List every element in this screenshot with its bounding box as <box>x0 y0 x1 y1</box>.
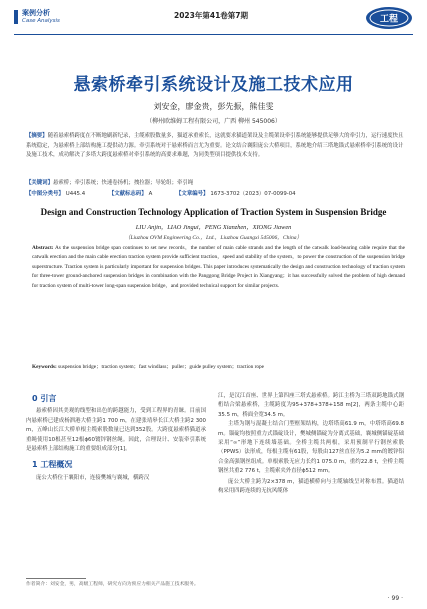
page-number: · 99 · <box>387 595 403 602</box>
authors-cn: 刘安金，廖金贵，彭先振，熊佳雯 <box>153 102 274 111</box>
overview-paragraph: 庞公大桥位于襄阳市，连接樊城与襄城，横跨汉 <box>36 474 150 481</box>
keywords-en <box>32 362 405 370</box>
doc-code-label: 【文献标志码】 <box>108 191 147 197</box>
classification-row <box>26 189 405 197</box>
journal-logo <box>365 6 413 30</box>
issue-info: 2023年第41卷第7期 <box>174 11 249 20</box>
right-paragraph-2: 主塔为钢与混凝土结合门型框架结构，边塔塔高61.9 m，中塔塔高69.8 m。锚碇均按照重力式锚碇设计，樊城侧锚碇为分离式基础，襄城侧锚碇基础采用“∞”形地下连续墙基础。全桥主缆共两根，采用预制平行钢丝索股（PPWS）法形成，每根主缆有61股，每股由127丝直径为5.2 mm的镀锌铝合金高强钢丝组成。单根索股无应力长约1 075.0 m，重约22.8 t，全桥主缆钢丝共重2 776 t，主缆索夹外直径ϕ512 mm。 <box>218 421 404 475</box>
keywords-en-label: Keywords: <box>32 364 57 370</box>
abstract-en <box>32 244 405 291</box>
author-footnote: 作者简介：刘安金，男，高级工程师，研究方向为预应力相关产品施工技术服务。 <box>26 582 199 587</box>
footnote-rule <box>26 578 86 579</box>
abstract-cn-label: 【摘要】 <box>26 133 48 139</box>
page-header <box>14 6 413 36</box>
right-paragraph-1: 江，是汉江首座、世界上第四座三塔式悬索桥。跨江主桥为三塔双跨地锚式钢桁结合梁悬索桥，主缆跨度为95+378+378+158 m[2]，两条主缆中心距35.5 m，桥面全宽34.5 m。 <box>218 393 404 418</box>
abstract-en-label: Abstract: <box>32 245 54 251</box>
abstract-cn-text: 随着悬索桥跨度在不断地刷新纪录，主缆索股数量多，猫道承重索长，这就要求猫道架设及主缆架设牵引系统能够提供足够大的牵引力，运行速度快且系统稳定，为悬索桥上部结构施工提供动力源。牵引系统对于悬索桥而言尤为重要。论文结合襄阳庞公大桥项目，系统地介绍三塔地锚式悬索桥牵引系统的设计及施工技术，成功解决了多塔大跨度悬索桥对牵引系统的高要求难题，为同类型项目提供技术支持。 <box>26 133 404 159</box>
doc-code-field <box>109 191 152 197</box>
article-number-value: 1673-3702（2023）07-0099-04 <box>210 191 296 197</box>
body-left-column <box>26 392 206 484</box>
article-number-field <box>176 191 296 197</box>
article-title-en: Design and Construction Technology Application of Traction System in Suspension Bridge <box>40 207 387 217</box>
clc-field <box>26 191 85 197</box>
category-cn: 案例分析 <box>22 9 50 17</box>
keywords-en-text: suspension bridge；traction system；fast windlass；puller；guide pulley system；traction rope <box>58 364 265 370</box>
intro-paragraph: 悬索桥因其美观的线型和出色的跨越能力，受到工程界的青睐。目前国内悬索桥已建成杨泗港大桥主跨1 700 m，在建张靖皋长江大桥主跨2 300 m，五峰山长江大桥单根主缆索股数量已达到352股。大跨度悬索桥猫道承重绳使用10根甚至12根ϕ60镀锌钢丝绳。因此，合理设计、安装牵引系统是悬索桥上部结构施工的重要组成部分[1]。 <box>26 408 206 453</box>
right-paragraph-3: 庞公大桥主跨为2×378 m，猫道横桥向与主缆轴线呈对称布置。猫道结构采用四跨连续的无抗风缆体 <box>218 478 404 495</box>
doc-code-value: A <box>148 191 153 197</box>
clc-label: 【中图分类号】 <box>26 191 64 197</box>
abstract-cn <box>26 132 405 161</box>
keywords-cn-label: 【关键词】 <box>26 180 53 186</box>
keywords-cn <box>26 178 405 186</box>
clc-value: U445.4 <box>65 191 86 197</box>
article-title-cn: 悬索桥牵引系统设计及施工技术应用 <box>73 75 354 95</box>
section-heading-intro: 0 引言 <box>32 394 57 403</box>
header-rule <box>14 34 413 35</box>
keywords-cn-text: 悬索桥；牵引系统；快速卷扬机；拽拉器；导轮组；牵引绳 <box>52 180 194 186</box>
article-number-label: 【文章编号】 <box>176 191 209 197</box>
category-bar <box>14 10 18 24</box>
abstract-en-text: As the suspension bridge span continues to set new records，the number of main cable strands and the length of the catwalk load-bearing cable require that the catwalk erection and the main cable erection traction system provide sufficient traction，speed and stability of the system，to power the construction of the suspension bridge superstructure. Traction system is particularly important for suspension bridges. This paper introduces systematically the design and construction technology of traction system for three-tower ground-anchored suspension bridges in combination with the Panggong Bridge Project in Xiangyang；it has successfully solved the problem of high demand for traction system of multi-tower long-span suspension bridge，and provided technical support for similar projects. <box>32 245 405 289</box>
category-en: Case Analysis <box>22 18 60 24</box>
body-right-column <box>218 392 404 497</box>
section-heading-overview: 1 工程概况 <box>32 460 73 470</box>
affiliation-cn: （柳州欧维姆工程有限公司，广西 柳州 545006） <box>146 118 281 125</box>
logo-text: 工程 <box>379 14 399 25</box>
authors-en: LIU Anjin，LIAO Jingui，PENG Xianzhen，XIONG Jiawen <box>135 224 292 231</box>
affiliation-en: （Liuzhou OVM Engineering Co.，Ltd.，Liuzhou Guangxi 545006，China） <box>124 235 303 241</box>
